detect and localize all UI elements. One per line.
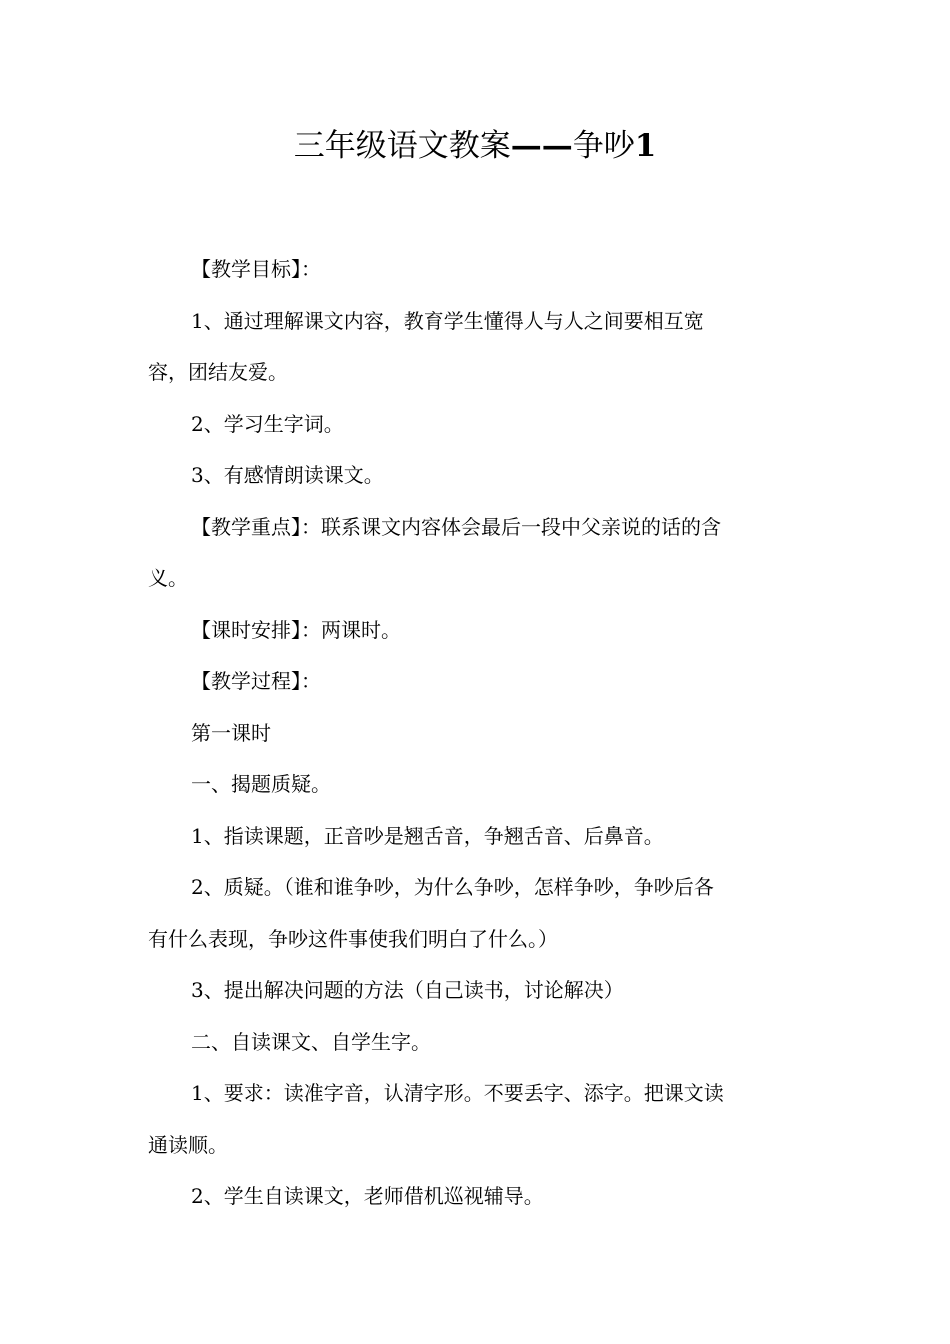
text-line: 一、揭题质疑。 [191, 772, 331, 796]
text-line: 【教学过程】： [191, 669, 321, 693]
document-body [148, 244, 802, 1223]
text-line: 【教学重点】：联系课文内容体会最后一段中父亲说的话的含 [191, 514, 721, 539]
title-main: 三年级语文教案 [293, 128, 511, 164]
text-line: 【教学目标】： [191, 257, 321, 281]
text-line: 2、学生自读课文，老师借机巡视辅导。 [191, 1184, 544, 1208]
title-word: 争吵 [572, 128, 635, 164]
text-line: 2、质疑。（谁和谁争吵，为什么争吵，怎样争吵，争吵后各 [191, 875, 714, 899]
text-line: 通读顺。 [148, 1132, 228, 1157]
text-line: 二、自读课文、自学生字。 [191, 1029, 431, 1054]
text-line: 1、指读课题，正音吵是翘舌音，争翘舌音、后鼻音。 [191, 823, 664, 848]
text-line: 3、有感情朗读课文。 [191, 463, 384, 487]
text-line: 3、提出解决问题的方法（自己读书，讨论解决） [191, 978, 624, 1002]
text-line: 1、通过理解课文内容，教育学生懂得人与人之间要相互宽 [191, 308, 704, 333]
title-number: 1 [634, 128, 657, 164]
title-dash: —— [510, 128, 573, 164]
text-line: 1、要求：读准字音，认清字形。不要丢字、添字。把课文读 [191, 1081, 724, 1105]
text-line: 2、学习生字词。 [191, 411, 344, 436]
text-line: 有什么表现，争吵这件事使我们明白了什么。） [148, 926, 558, 951]
text-line: 义。 [148, 566, 188, 590]
text-line: 第一课时 [191, 720, 271, 745]
text-line: 容，团结友爱。 [148, 360, 288, 384]
document-title [0, 124, 950, 168]
text-line: 【课时安排】：两课时。 [191, 617, 401, 642]
